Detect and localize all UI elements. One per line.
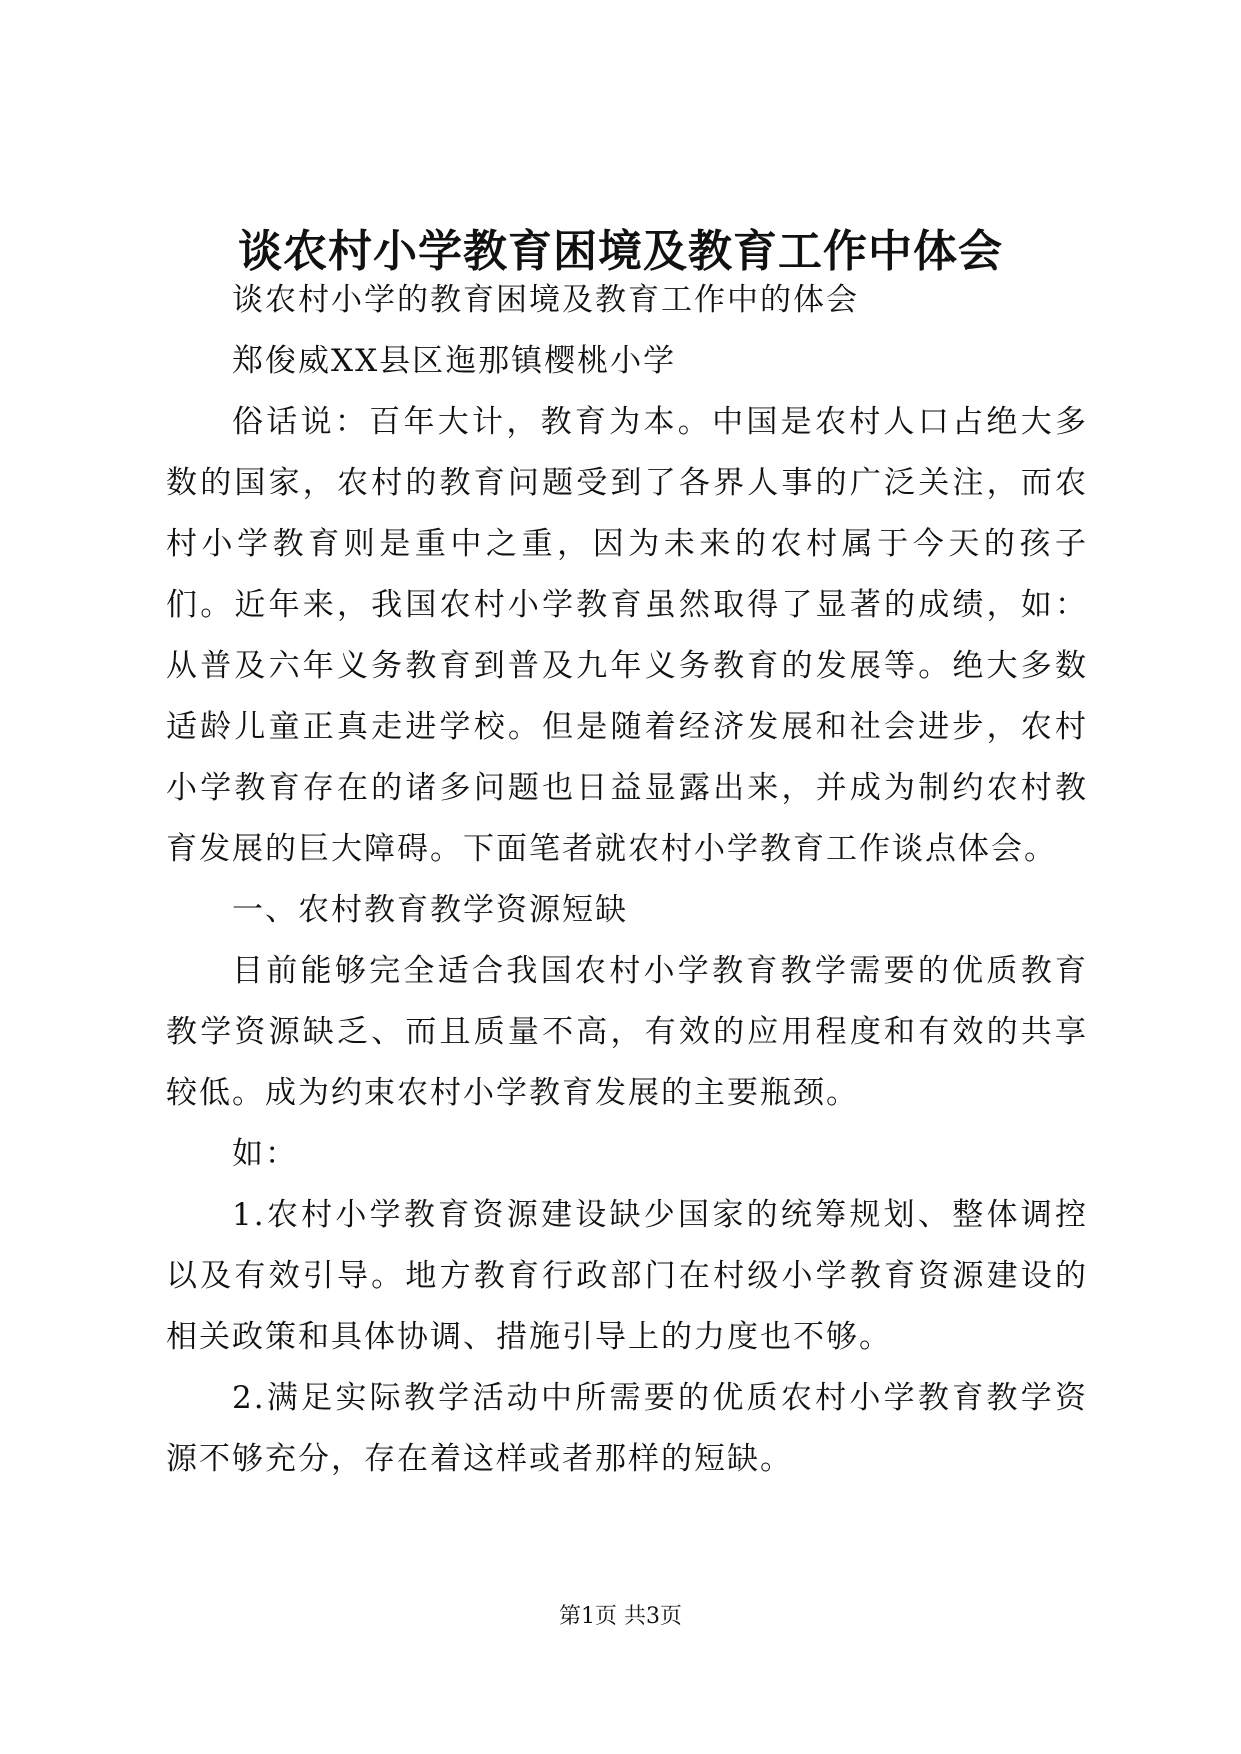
intro-paragraph: 俗话说：百年大计，教育为本。中国是农村人口占绝大多数的国家，农村的教育问题受到了各界人事的广泛关注，而农村小学教育则是重中之重，因为未来的农村属于今天的孩子们。近年来，我国农村小学教育虽然取得了显著的成绩，如：从普及六年义务教育到普及九年义务教育的发展等。绝大多数适龄儿童正真走进学校。但是随着经济发展和社会进步，农村小学教育存在的诸多问题也日益显露出来，并成为制约农村教育发展的巨大障碍。下面笔者就农村小学教育工作谈点体会。 <box>166 404 1088 867</box>
body-paragraph: 如： <box>232 1136 298 1172</box>
page-footer: 第1页 共3页 <box>559 1604 682 1629</box>
body-paragraph: 目前能够完全适合我国农村小学教育教学需要的优质教育教学资源缺乏、而且质量不高，有效的应用程度和有效的共享较低。成为约束农村小学教育发展的主要瓶颈。 <box>166 953 1088 1111</box>
section-heading: 一、农村教育教学资源短缺 <box>232 892 628 928</box>
list-item-paragraph: 1.农村小学教育资源建设缺少国家的统筹规划、整体调控以及有效引导。地方教育行政部门在村级小学教育资源建设的相关政策和具体协调、措施引导上的力度也不够。 <box>166 1197 1088 1355</box>
document-title: 谈农村小学教育困境及教育工作中体会 <box>238 226 1003 277</box>
author-paragraph: 郑俊威XX县区迤那镇樱桃小学 <box>232 343 677 379</box>
list-item-paragraph: 2.满足实际教学活动中所需要的优质农村小学教育教学资源不够充分，存在着这样或者那样的短缺。 <box>166 1380 1088 1477</box>
document-body <box>166 270 1088 1490</box>
subtitle-paragraph: 谈农村小学的教育困境及教育工作中的体会 <box>232 282 859 318</box>
